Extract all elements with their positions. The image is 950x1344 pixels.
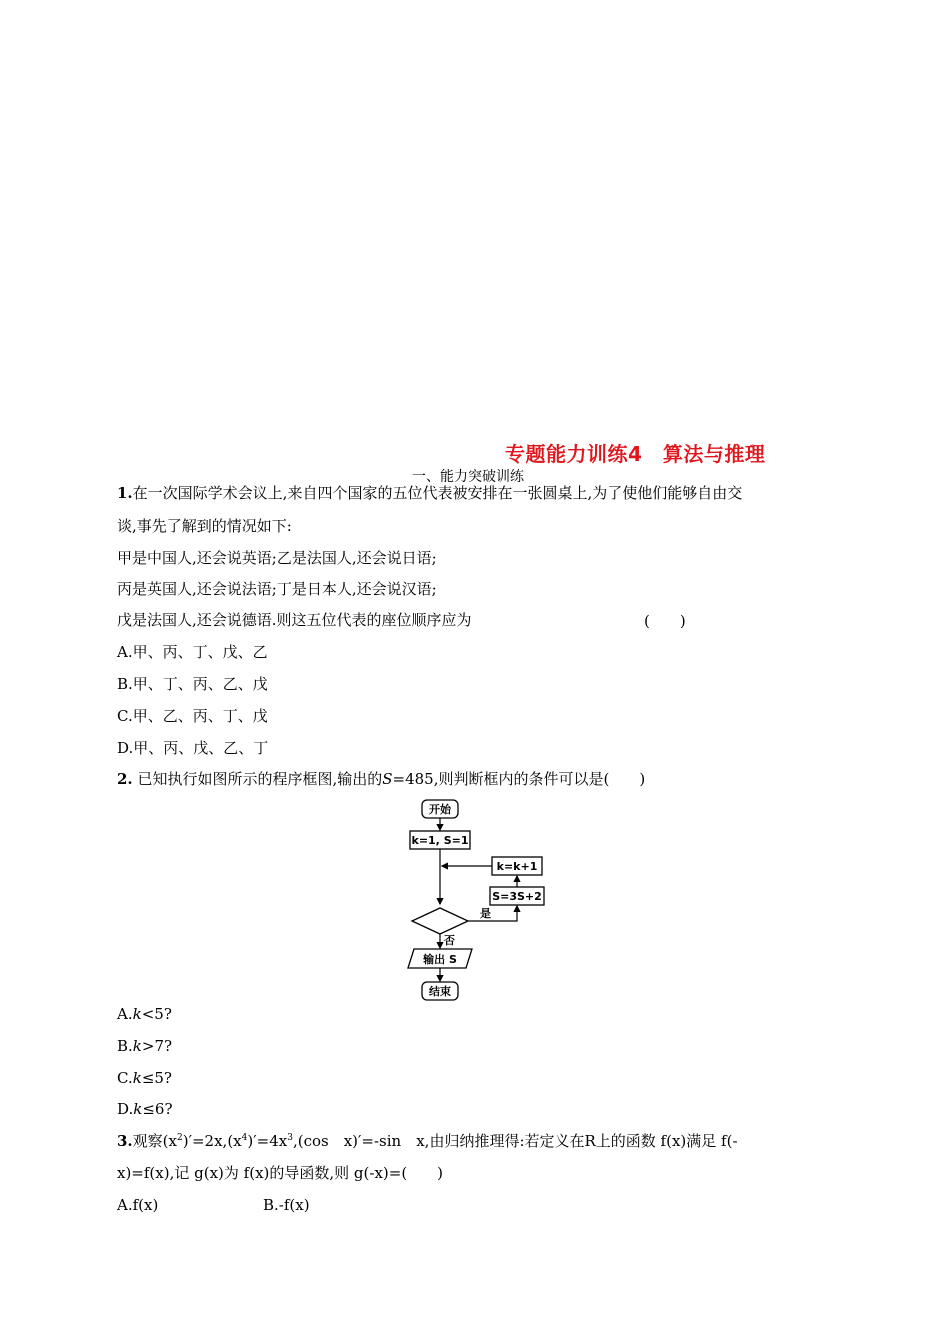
q2-option-a-cond: <5? (141, 1005, 172, 1023)
q2-option-d-var: k (133, 1100, 143, 1118)
q1-stem-text: 在一次国际学术会议上,来自四个国家的五位代表被安排在一张圆桌上,为了使他们能够自由交 (132, 484, 743, 502)
q3-sup-2: 2 (176, 1133, 183, 1143)
q3-text-a: 观察(x (132, 1132, 177, 1150)
q2-option-a (117, 1004, 172, 1024)
q1-option-d: D.甲、丙、戊、乙、丁 (117, 739, 269, 757)
q2-stem (117, 769, 645, 789)
q3-text-d: ,(cos x)′=-sin x,由归纳推理得:若定义在R上的函数 f(x)满足 f(- (292, 1132, 738, 1150)
q2-number: 2. (117, 770, 133, 788)
q1-answer-paren: ( ) (644, 612, 686, 630)
q3-text-c: )′=4x (247, 1132, 288, 1150)
q1-number: 1. (117, 484, 133, 502)
q2-option-b-label: B. (117, 1037, 133, 1055)
q2-option-c-cond: ≤5? (141, 1069, 172, 1087)
q2-option-a-label: A. (117, 1005, 133, 1023)
end-label: 结束 (429, 985, 451, 998)
q3-stem-line2: x)=f(x),记 g(x)为 f(x)的导函数,则 g(-x)=( ) (117, 1164, 444, 1182)
q3-sup-3: 3 (287, 1133, 293, 1143)
q1-stem-line2: 谈,事先了解到的情况如下: (117, 517, 292, 535)
q1-stem-line1 (117, 483, 742, 503)
section-heading: 一、能力突破训练 (412, 469, 524, 485)
q2-stem-pre: 已知执行如图所示的程序框图,输出的 (132, 770, 383, 788)
q3-sup-4: 4 (241, 1133, 248, 1143)
no-label: 否 (444, 934, 455, 947)
decision-diamond (412, 908, 468, 934)
q2-option-b (117, 1036, 172, 1056)
q3-option-b: B.-f(x) (263, 1196, 310, 1214)
q3-number: 3. (117, 1132, 133, 1150)
q2-option-d (117, 1099, 173, 1119)
q2-stem-var: S (382, 770, 393, 788)
q2-stem-post: =485,则判断框内的条件可以是( ) (392, 770, 646, 788)
update-k-label: k=k+1 (496, 860, 538, 873)
q3-option-a: A.f(x) (117, 1196, 159, 1214)
page-title: 专题能力训练4 算法与推理 (505, 442, 766, 466)
q1-option-a: A.甲、丙、丁、戊、乙 (117, 643, 268, 661)
q2-option-c-label: C. (117, 1069, 133, 1087)
q2-option-c-var: k (132, 1069, 142, 1087)
program-flowchart (400, 796, 560, 1006)
yes-label: 是 (480, 907, 491, 920)
init-label: k=1, S=1 (411, 834, 469, 847)
q2-option-b-var: k (132, 1037, 142, 1055)
q1-fact1: 甲是中国人,还会说英语;乙是法国人,还会说日语; (117, 549, 437, 567)
q1-option-b: B.甲、丁、丙、乙、戊 (117, 675, 268, 693)
update-s-label: S=3S+2 (492, 890, 542, 903)
q1-option-c: C.甲、乙、丙、丁、戊 (117, 707, 268, 725)
q1-fact2: 丙是英国人,还会说法语;丁是日本人,还会说汉语; (117, 580, 437, 598)
output-label: 输出 S (423, 953, 457, 966)
q2-option-d-cond: ≤6? (142, 1100, 173, 1118)
q2-option-c (117, 1068, 172, 1088)
q3-text-b: )′=2x,(x (182, 1132, 242, 1150)
q2-option-a-var: k (132, 1005, 142, 1023)
q2-option-b-cond: >7? (141, 1037, 173, 1055)
q1-fact3: 戊是法国人,还会说德语.则这五位代表的座位顺序应为 (117, 611, 472, 629)
q2-option-d-label: D. (117, 1100, 134, 1118)
q3-stem-line1 (117, 1131, 738, 1151)
start-label: 开始 (429, 803, 451, 816)
